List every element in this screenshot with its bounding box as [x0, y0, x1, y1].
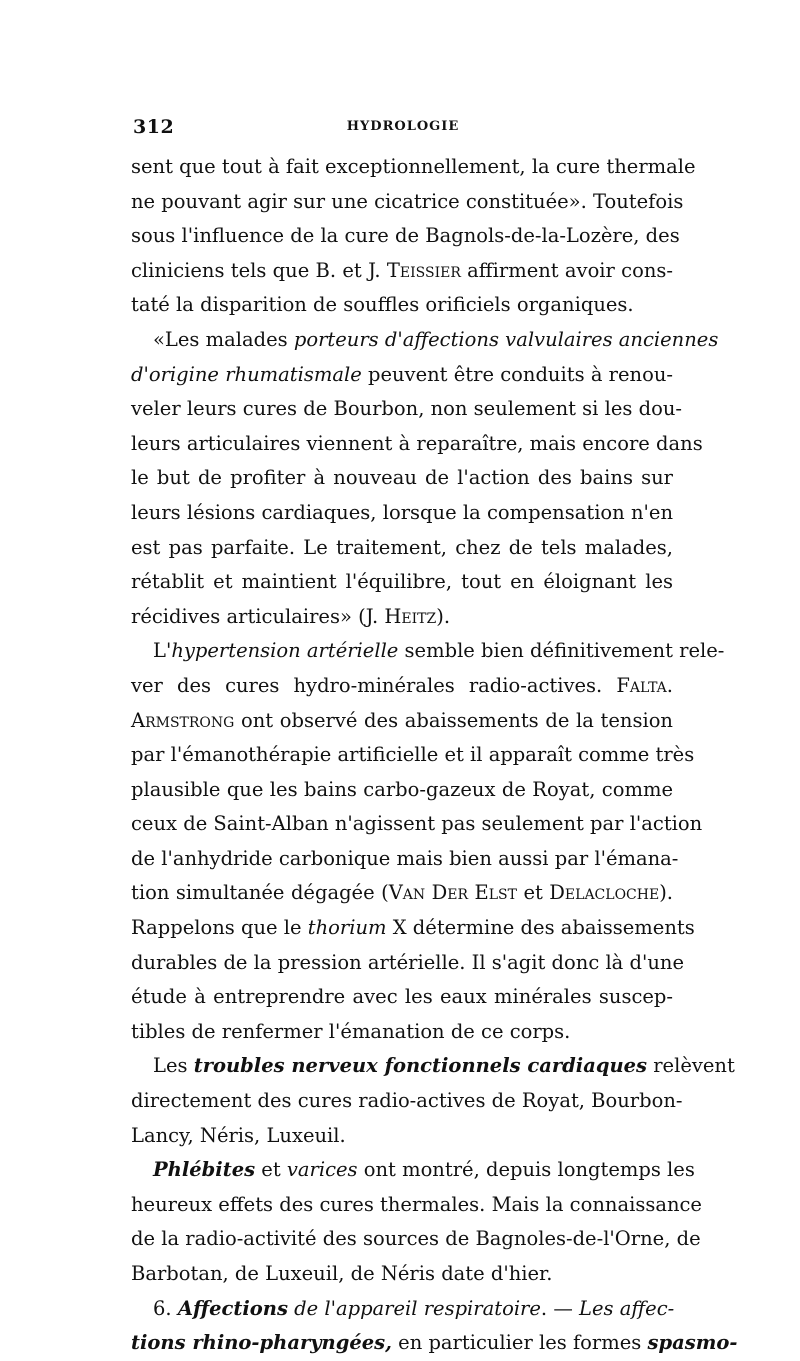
author-name: Delacloche [549, 881, 660, 905]
author-name: Armstrong [131, 708, 235, 732]
text-line: Phlébites et varices ont montré, depuis longtemps les [153, 1158, 695, 1182]
text-line: «Les malades porteurs d'affections valvulaires anciennes [153, 327, 719, 351]
text-line: durables de la pression artérielle. Il s'agit donc là d'une [131, 950, 685, 974]
text-line: taté la disparition de souffles orificiels organiques. [131, 293, 634, 317]
text-line: est pas parfaite. Le traitement, chez de tels malades, [131, 535, 673, 559]
text-line: tion simultanée dégagée (Van Der Elst et Delacloche). [131, 881, 673, 905]
text-line: heureux effets des cures thermales. Mais la connaissance [131, 1192, 702, 1216]
page-number: 312 [133, 116, 175, 138]
text-line: rétablit et maintient l'équilibre, tout en éloignant les [131, 570, 673, 594]
text-line: récidives articulaires» (J. Heitz). [131, 604, 451, 628]
text-line: sous l'influence de la cure de Bagnols-de-la-Lozère, des [131, 224, 680, 248]
text-line: leurs lésions cardiaques, lorsque la compensation n'en [131, 500, 673, 524]
text-line: veler leurs cures de Bourbon, non seulement si les dou- [131, 397, 682, 421]
text-line: ceux de Saint-Alban n'agissent pas seulement par l'action [131, 812, 703, 836]
page-header [133, 114, 673, 144]
text-line: ne pouvant agir sur une cicatrice constituée». Toutefois [131, 189, 684, 213]
text-line: cliniciens tels que B. et J. Teissier affirment avoir cons- [131, 258, 673, 282]
author-name: Van Der Elst [388, 881, 517, 905]
author-name: Teissier [386, 258, 461, 282]
text-line: directement des cures radio-actives de Royat, Bourbon- [131, 1089, 683, 1113]
author-name: Heitz [384, 604, 437, 628]
text-line: Armstrong ont observé des abaissements de la tension [131, 708, 673, 732]
body-text [131, 150, 738, 1361]
text-line: de la radio-activité des sources de Bagnoles-de-l'Orne, de [131, 1227, 701, 1251]
text-line: leurs articulaires viennent à reparaître, mais encore dans [131, 431, 703, 455]
text-line: Rappelons que le thorium X détermine des abaissements [131, 916, 695, 940]
text-line: par l'émanothérapie artificielle et il apparaît comme très [131, 743, 695, 767]
text-line: tions rhino-pharyngées, en particulier les formes spasmo- [131, 1331, 738, 1355]
text-line: Barbotan, de Luxeuil, de Néris date d'hier. [131, 1262, 553, 1285]
text-line: le but de profiter à nouveau de l'action des bains sur [131, 466, 673, 490]
running-title: HYDROLOGIE [346, 119, 460, 134]
author-name: Falta [616, 673, 667, 697]
text-line: tibles de renfermer l'émanation de ce corps. [131, 1019, 571, 1043]
text-line: 6. Affections de l'appareil respiratoire. — Les affec- [153, 1296, 675, 1320]
text-line: sent que tout à fait exceptionnellement, la cure thermale [131, 155, 696, 178]
text-line: plausible que les bains carbo-gazeux de Royat, comme [131, 777, 673, 801]
text-line: ver des cures hydro-minérales radio-actives. Falta. [131, 673, 673, 697]
text-line: de l'anhydride carbonique mais bien aussi par l'émana- [131, 846, 679, 870]
text-line: étude à entreprendre avec les eaux minérales suscep- [131, 985, 673, 1009]
text-line: L'hypertension artérielle semble bien définitivement rele- [153, 639, 725, 663]
text-line: Lancy, Néris, Luxeuil. [131, 1123, 346, 1147]
text-line: d'origine rhumatismale peuvent être conduits à renou- [131, 362, 673, 386]
text-line: Les troubles nerveux fonctionnels cardiaques relèvent [153, 1054, 735, 1078]
